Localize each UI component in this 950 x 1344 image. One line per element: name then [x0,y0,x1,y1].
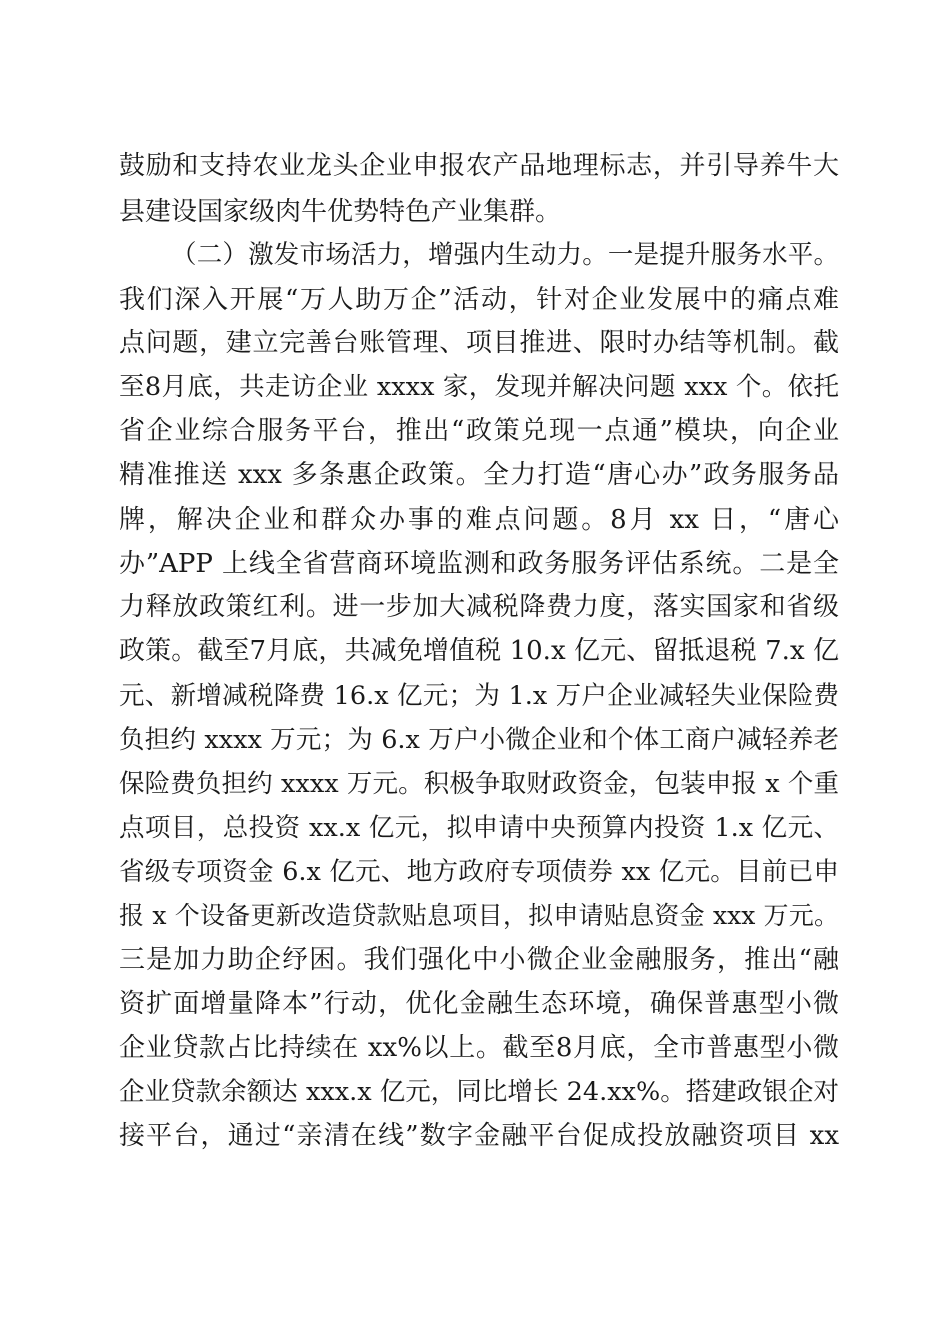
paragraph-line: 省级专项资金 6.x 亿元、地方政府专项债券 xx 亿元。目前已申 [119,857,839,887]
paragraph-line: 负担约 xxxx 万元；为 6.x 万户小微企业和个体工商户减轻养老 [119,725,839,755]
paragraph-line: 力释放政策红利。进一步加大减税降费力度，落实国家和省级 [119,592,839,622]
paragraph-line: 我们深入开展“万人助万企”活动，针对企业发展中的痛点难 [119,285,839,315]
paragraph-line: 鼓励和支持农业龙头企业申报农产品地理标志，并引导养牛大 [119,151,839,181]
paragraph-line: 企业贷款占比持续在 xx%以上。截至8月底，全市普惠型小微 [119,1033,839,1063]
paragraph-line: 保险费负担约 xxxx 万元。积极争取财政资金，包装申报 x 个重 [119,769,839,799]
paragraph-line: 牌，解决企业和群众办事的难点问题。8月 xx 日，“唐心 [119,505,839,535]
paragraph-line: 报 x 个设备更新改造贷款贴息项目，拟申请贴息资金 xxx 万元。 [119,901,839,930]
paragraph-line: 资扩面增量降本”行动，优化金融生态环境，确保普惠型小微 [119,989,839,1019]
paragraph-line: 至8月底，共走访企业 xxxx 家，发现并解决问题 xxx 个。依托 [119,372,839,402]
paragraph-line: 省企业综合服务平台，推出“政策兑现一点通”模块，向企业 [119,416,839,446]
paragraph-line: 元、新增减税降费 16.x 亿元；为 1.x 万户企业减轻失业保险费 [119,681,839,711]
paragraph-line: 点问题，建立完善台账管理、项目推进、限时办结等机制。截 [119,328,839,358]
paragraph-line: 精准推送 xxx 多条惠企政策。全力打造“唐心办”政务服务品 [119,460,839,490]
paragraph-line: 接平台，通过“亲清在线”数字金融平台促成投放融资项目 xx [119,1121,839,1151]
paragraph-line: 政策。截至7月底，共减免增值税 10.x 亿元、留抵退税 7.x 亿 [119,636,839,666]
paragraph-line: 三是加力助企纾困。我们强化中小微企业金融服务，推出“融 [119,945,839,975]
paragraph-line: 企业贷款余额达 xxx.x 亿元，同比增长 24.xx%。搭建政银企对 [119,1077,839,1107]
paragraph-line: 办”APP 上线全省营商环境监测和政务服务评估系统。二是全 [119,549,839,579]
paragraph-line: 县建设国家级肉牛优势特色产业集群。 [119,197,562,227]
paragraph-line: 点项目，总投资 xx.x 亿元，拟申请中央预算内投资 1.x 亿元、 [119,813,839,843]
paragraph-line: （二）激发市场活力，增强内生动力。一是提升服务水平。 [171,240,839,270]
